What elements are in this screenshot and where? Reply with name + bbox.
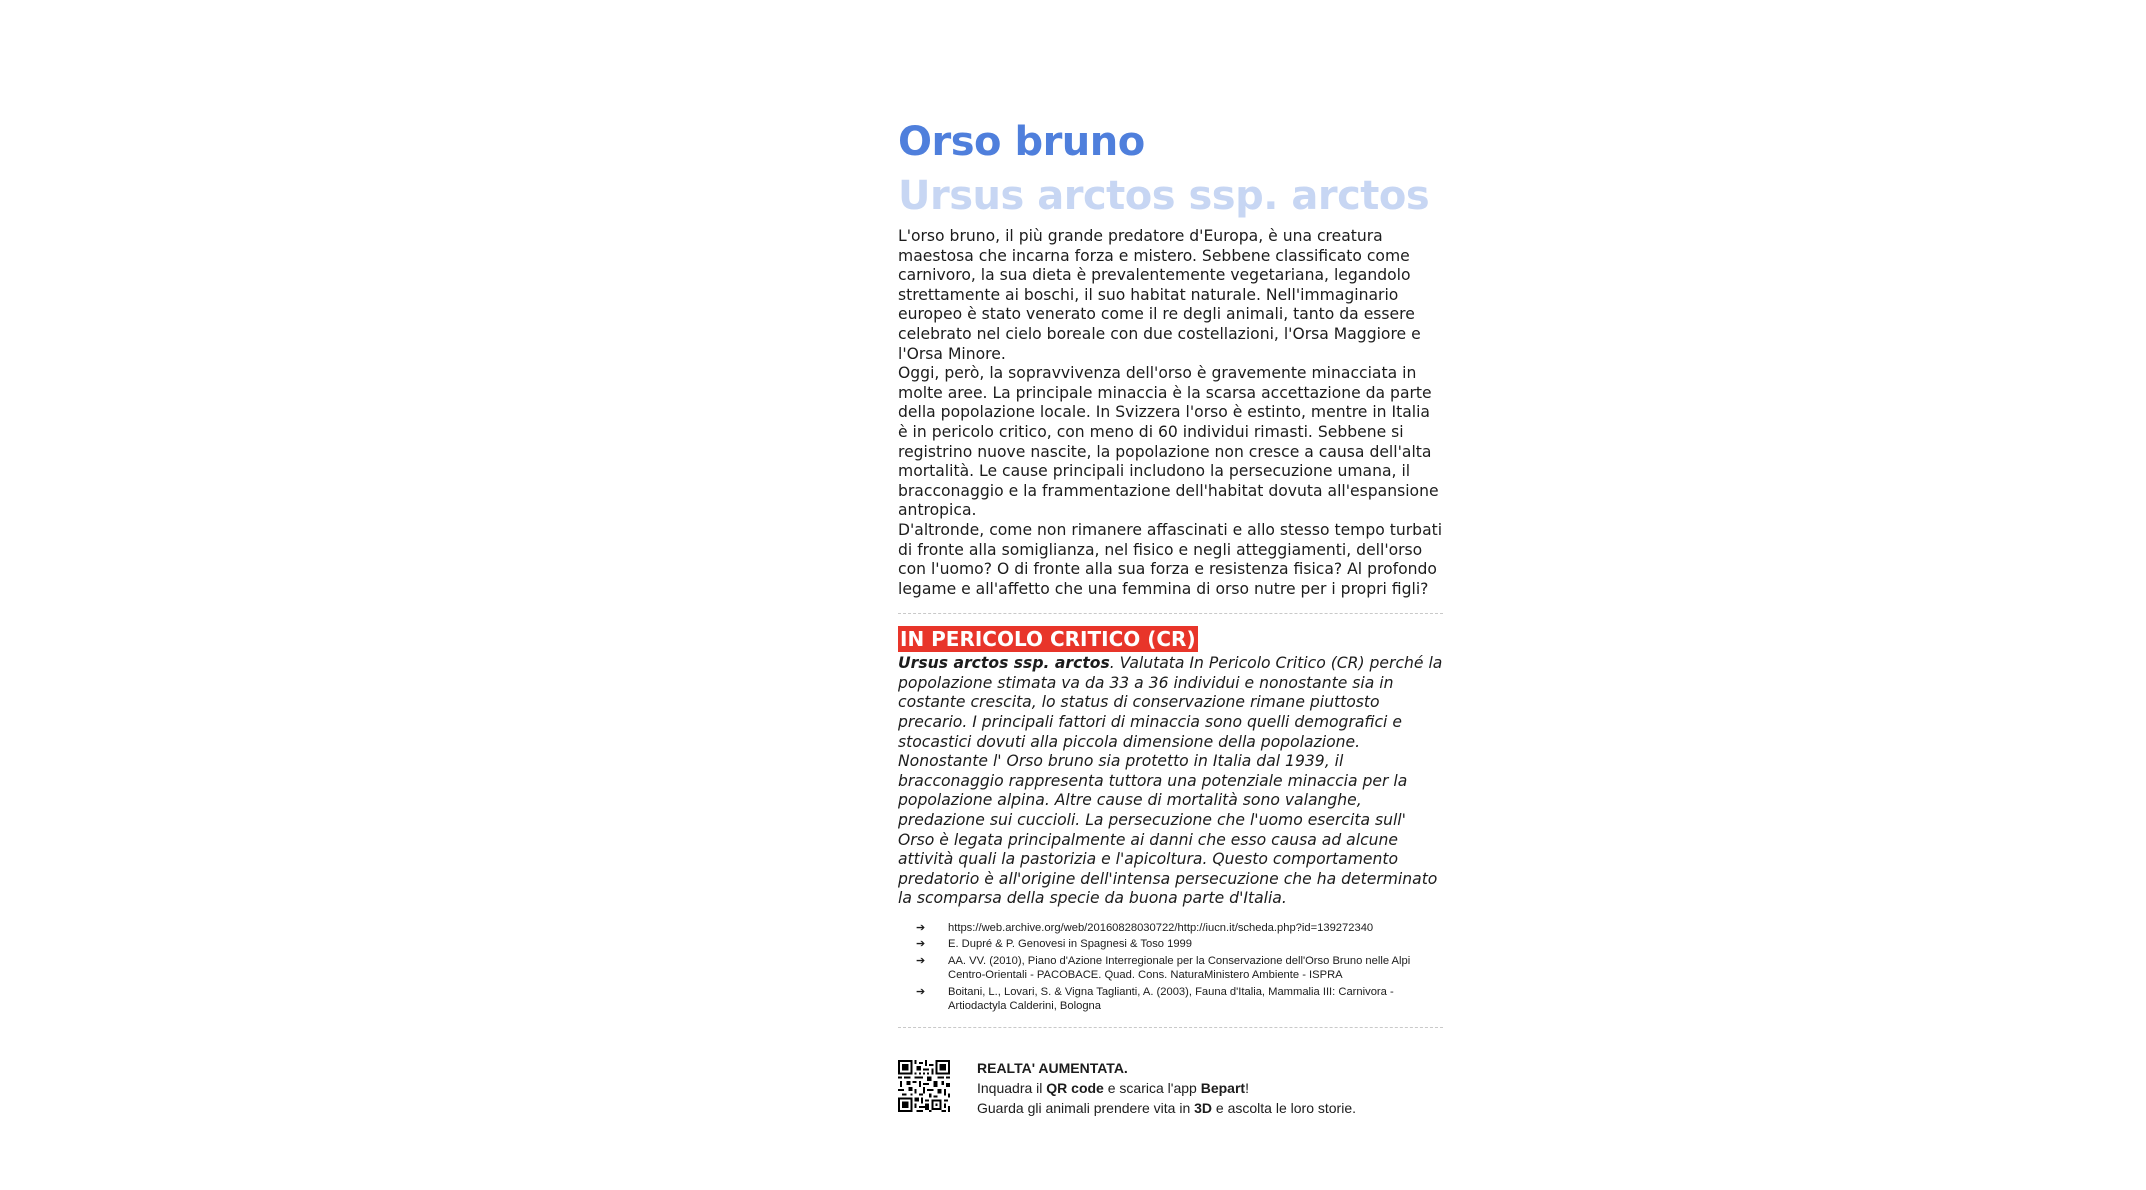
conservation-status [898, 626, 1443, 909]
arrow-icon: ➔ [916, 954, 926, 967]
description-paragraph: Oggi, però, la sopravvivenza dell'orso è gravemente minacciata in molte aree. La principale minaccia è la scarsa accettazione da parte della popolazione locale. In Svizzera l'orso è estinto, mentre in Italia è in pericolo critico, con meno di 60 individui rimasti. Sebbene si registrino nuove nascite, la popolazione non cresce a causa dell'alta mortalità. Le cause principali includono la persecuzione umana, il bracconaggio e la frammentazione dell'habitat dovuta all'espansione antropica. [898, 364, 1439, 520]
augmented-reality-block [898, 1058, 1443, 1118]
divider [898, 1027, 1443, 1028]
arrow-icon: ➔ [916, 985, 926, 998]
arrow-icon: ➔ [916, 922, 926, 934]
reference-text: E. Dupré & P. Genovesi in Spagnesi & Toso 1999 [948, 938, 1193, 951]
divider [898, 613, 1443, 614]
status-species-name: Ursus arctos ssp. arctos [898, 654, 1110, 673]
status-badge: IN PERICOLO CRITICO (CR) [900, 627, 1196, 652]
latin-name-title: Ursus arctos ssp. arctos [898, 173, 1430, 219]
app-name-label: Bepart [1200, 1080, 1246, 1097]
references-list [898, 921, 1443, 1013]
status-text: . Valutata In Pericolo Critico (CR) perché la popolazione stimata va da 33 a 36 individui e nonostante sia in costante crescita, lo status di conservazione rimane piuttosto precario. I principali fattori di minaccia sono quelli demografici e stocastici dovuti alla piccola dimensione della popolazione. Nonostante l' Orso bruno sia protetto in Italia dal 1939, il bracconaggio rappresenta tuttora una potenziale minaccia per la popolazione alpina. Altre cause di mortalità sono valanghe, predazione sui cuccioli. La persecuzione che l'uomo esercita sull' Orso è legata principalmente ai danni che esso causa ad alcune attività quali la pastorizia e l'apicoltura. Questo comportamento predatorio è all'origine dell'intensa persecuzione che ha determinato la scomparsa della specie da buona parte d'Italia. [898, 654, 1443, 908]
ar-text-part: e scarica l'app [1103, 1080, 1201, 1097]
description-paragraph: D'altronde, come non rimanere affascinati e allo stesso tempo turbati di fronte alla somiglianza, nel fisico e negli atteggiamenti, dell'orso con l'uomo? O di fronte alla sua forza e resistenza fisica? Al profondo legame e all'affetto che una femmina di orso nutre per i propri figli? [898, 520, 1443, 598]
ar-text-part: ! [1245, 1080, 1249, 1097]
ar-title: REALTA' AUMENTATA. [977, 1060, 1128, 1077]
reference-item [916, 937, 1443, 951]
ar-text-part: e ascolta le loro storie. [1212, 1100, 1356, 1117]
description [898, 227, 1443, 599]
reference-item [916, 921, 1443, 935]
status-description [898, 654, 1443, 909]
ar-text-part: Guarda gli animali prendere vita in [977, 1100, 1195, 1117]
species-card [898, 115, 1443, 1118]
description-paragraph: L'orso bruno, il più grande predatore d'Europa, è una creatura maestosa che incarna forza e mistero. Sebbene classificato come carnivoro, la sua dieta è prevalentemente vegetariana, legandolo strettamente ai boschi, il suo habitat naturale. Nell'immaginario europeo è stato venerato come il re degli animali, tanto da essere celebrato nel cielo boreale con due costellazioni, l'Orsa Maggiore e l'Orsa Minore. [898, 227, 1421, 363]
reference-link[interactable]: https://web.archive.org/web/20160828030722/http://iucn.it/scheda.php?id=139272340 [948, 922, 1374, 934]
3d-label: 3D [1194, 1100, 1213, 1117]
common-name-title: Orso bruno [898, 119, 1145, 165]
qr-code-icon[interactable] [898, 1060, 950, 1112]
arrow-icon: ➔ [916, 938, 926, 951]
reference-text: AA. VV. (2010), Piano d'Azione Interregionale per la Conservazione dell'Orso Bruno nelle Alpi Centro-Orientali - PACOBACE. Quad. Cons. NaturaMinistero Ambiente - ISPRA [948, 954, 1411, 982]
ar-line-2 [977, 1098, 1356, 1118]
reference-text: Boitani, L., Lovari, S. & Vigna Taglianti, A. (2003), Fauna d'Italia, Mammalia III: Carnivora - Artiodactyla Calderini, Bologna [948, 985, 1394, 1013]
ar-text-part: Inquadra il [977, 1080, 1047, 1097]
reference-item [916, 985, 1443, 1014]
ar-instructions [977, 1058, 1356, 1118]
ar-line-1 [977, 1078, 1356, 1098]
qr-code-label: QR code [1046, 1080, 1104, 1097]
reference-item [916, 954, 1443, 983]
